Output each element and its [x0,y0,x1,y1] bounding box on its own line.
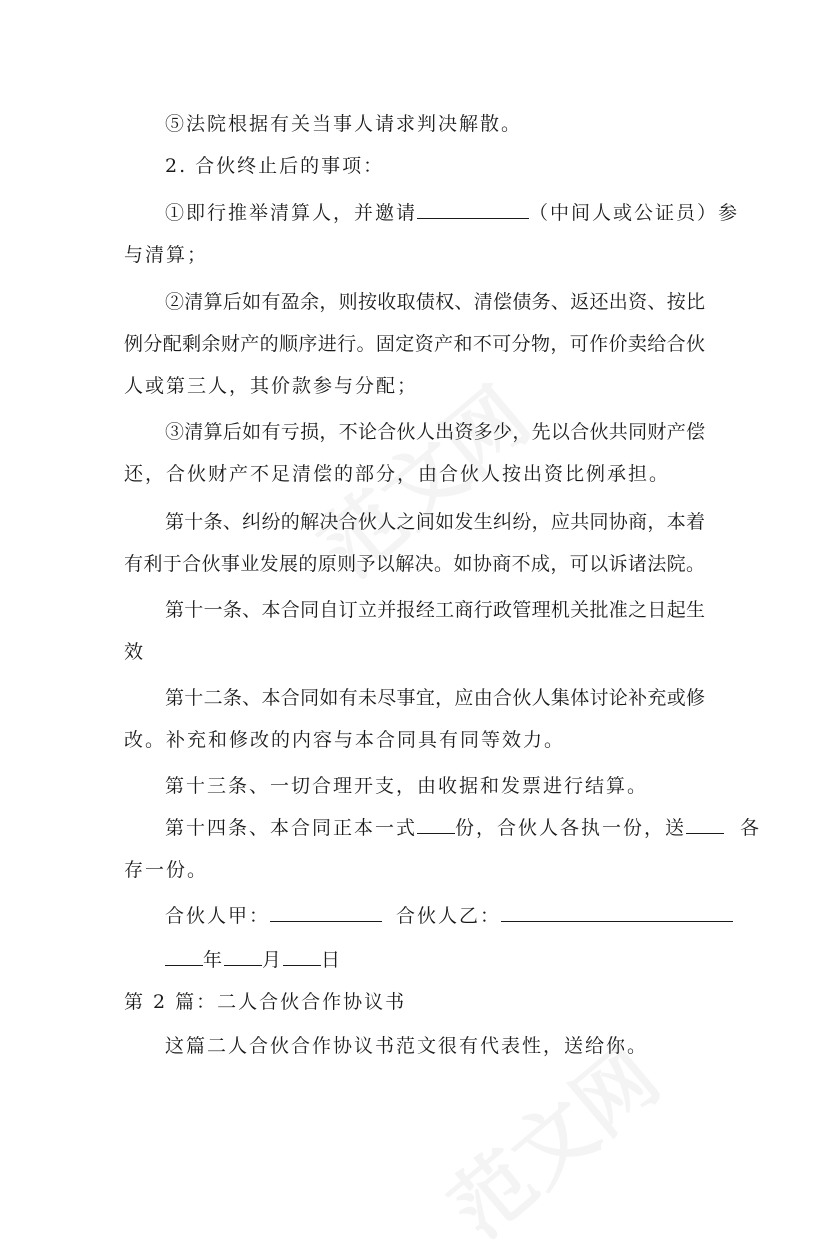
paragraph-line: 这篇二人合伙合作协议书范文很有代表性，送给你。 [165,1035,649,1057]
line-text: 份，合伙人各执一份，送 [455,817,687,839]
fill-blank [224,947,262,966]
paragraph-line: ③清算后如有亏损，不论合伙人出资多少，先以合伙共同财产偿 [165,421,705,443]
party-b-label: 合伙人乙： [396,905,502,927]
paragraph-line: 与清算； [124,244,209,266]
line-text: ①即行推举清算人，并邀请 [165,202,418,224]
paragraph-line: ②清算后如有盈余，则按收取债权、清偿债务、返还出资、按比 [165,291,705,313]
paragraph-line: 存一份。 [124,859,209,881]
paragraph-line: 2. 合伙终止后的事项： [165,155,385,177]
day-label: 日 [321,949,343,971]
year-label: 年 [203,949,225,971]
paragraph-line: 第十条、纠纷的解决合伙人之间如发生纠纷，应共同协商，本着 [165,511,705,533]
line-text: 各 [740,817,762,839]
fill-blank [501,903,733,922]
paragraph-line [165,199,739,227]
paragraph-line: 第十二条、本合同如有未尽事宜，应由合伙人集体讨论补充或修 [165,687,705,709]
fill-blank [417,200,529,219]
fill-blank [283,947,321,966]
paragraph-line: ⑤法院根据有关当事人请求判决解散。 [165,113,523,135]
section-heading: 第 2 篇：二人合伙合作协议书 [124,991,407,1013]
paragraph-line: 还，合伙财产不足清偿的部分，由合伙人按出资比例承担。 [124,463,671,485]
paragraph-line: 人或第三人，其价款参与分配； [124,375,419,397]
fill-blank [270,903,382,922]
date-line [165,946,342,974]
paragraph-line: 效 [124,641,146,663]
fill-blank [165,947,203,966]
paragraph-line: 改。补充和修改的内容与本合同具有同等效力。 [124,729,566,751]
paragraph-line [165,814,761,842]
paragraph-line: 第十三条、一切合理开支，由收据和发票进行结算。 [165,775,649,797]
line-text: （中间人或公证员）参 [529,202,740,224]
paragraph-line: 有利于合伙事业发展的原则予以解决。如协商不成，可以诉诸法院。 [124,553,705,575]
signature-line [165,902,733,930]
line-text: 第十四条、本合同正本一式 [165,817,418,839]
month-label: 月 [262,949,284,971]
fill-blank [686,815,724,834]
paragraph-line: 例分配剩余财产的顺序进行。固定资产和不可分物，可作价卖给合伙 [124,333,705,355]
party-a-label: 合伙人甲： [165,905,271,927]
paragraph-line: 第十一条、本合同自订立并报经工商行政管理机关批准之日起生 [165,599,705,621]
fill-blank [417,815,455,834]
